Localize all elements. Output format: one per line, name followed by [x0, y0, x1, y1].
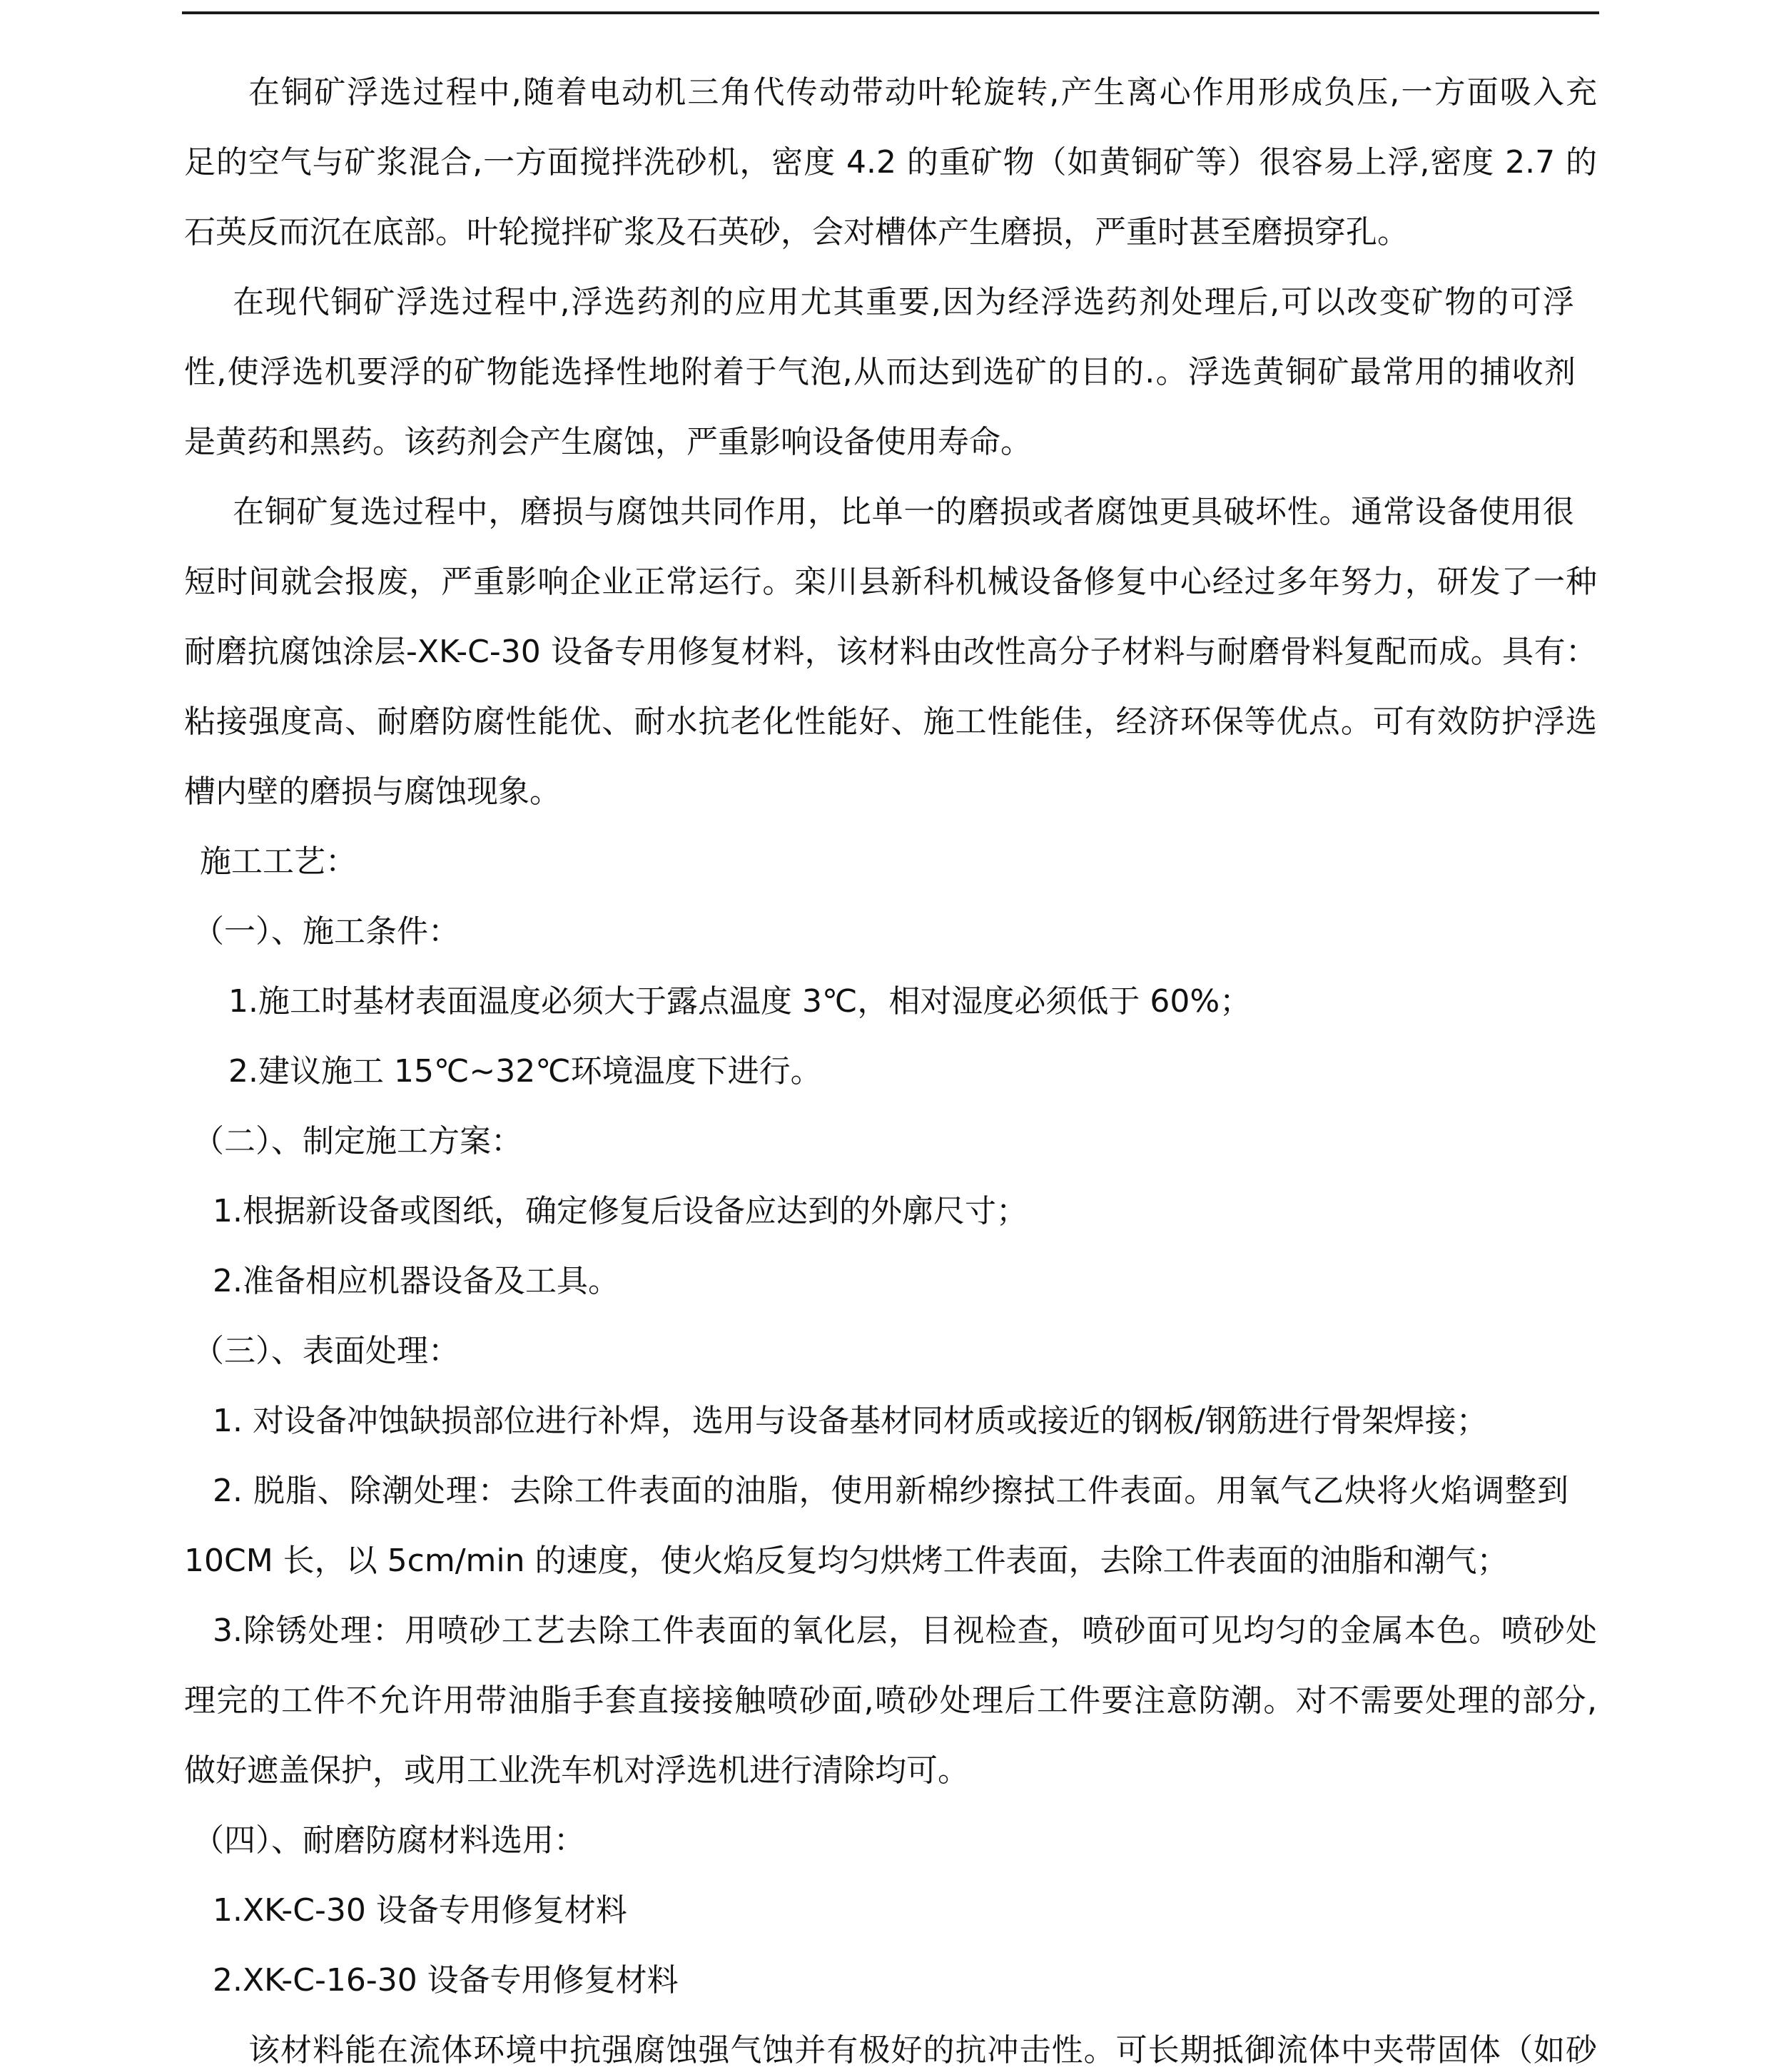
- list-item: 3.除锈处理：用喷砂工艺去除工件表面的氧化层，目视检查，喷砂面可见均匀的金属本色。喷砂处: [213, 1613, 1597, 1649]
- paragraph-line: 槽内壁的磨损与腐蚀现象。: [184, 773, 561, 810]
- paragraph-line: 足的空气与矿浆混合,一方面搅拌洗砂机，密度 4.2 的重矿物（如黄铜矿等）很容易上浮,密度 2.7 的: [184, 144, 1597, 181]
- paragraph-line: 短时间就会报废，严重影响企业正常运行。栾川县新科机械设备修复中心经过多年努力，研发了一种: [184, 564, 1597, 600]
- list-item: 做好遮盖保护，或用工业洗车机对浮选机进行清除均可。: [184, 1752, 969, 1789]
- section-title: （四）、耐磨防腐材料选用：: [193, 1822, 585, 1859]
- list-item: 理完的工件不允许用带油脂手套直接接触喷砂面,喷砂处理后工件要注意防潮。对不需要处理的部分,: [184, 1682, 1597, 1719]
- paragraph-line: 性,使浮选机要浮的矿物能选择性地附着于气泡,从而达到选矿的目的.。浮选黄铜矿最常用的捕收剂: [184, 354, 1576, 390]
- header-rule: [182, 11, 1599, 14]
- paragraph-line: 在铜矿复选过程中，磨损与腐蚀共同作用，比单一的磨损或者腐蚀更具破坏性。通常设备使用很: [233, 494, 1574, 530]
- list-item: 2.建议施工 15℃~32℃环境温度下进行。: [228, 1053, 822, 1090]
- paragraph-line: 石英反而沉在底部。叶轮搅拌矿浆及石英砂，会对槽体产生磨损，严重时甚至磨损穿孔。: [184, 214, 1409, 250]
- list-item: 1.根据新设备或图纸，确定修复后设备应达到的外廓尺寸；: [213, 1193, 1028, 1229]
- list-item: 2.XK-C-16-30 设备专用修复材料: [213, 1962, 679, 1999]
- paragraph-line: 粘接强度高、耐磨防腐性能优、耐水抗老化性能好、施工性能佳，经济环保等优点。可有效防护浮选: [184, 704, 1597, 740]
- list-item: 1.施工时基材表面温度必须大于露点温度 3℃，相对湿度必须低于 60%；: [228, 983, 1252, 1020]
- list-item: 1. 对设备冲蚀缺损部位进行补焊，选用与设备基材同材质或接近的钢板/钢筋进行骨架焊接；: [213, 1403, 1488, 1439]
- paragraph-line: 在现代铜矿浮选过程中,浮选药剂的应用尤其重要,因为经浮选药剂处理后,可以改变矿物的可浮: [233, 284, 1574, 320]
- list-item: 1.XK-C-30 设备专用修复材料: [213, 1892, 627, 1929]
- section-title: （二）、制定施工方案：: [193, 1123, 522, 1159]
- list-item: 10CM 长，以 5cm/min 的速度，使火焰反复均匀烘烤工件表面，去除工件表面的油脂和潮气；: [184, 1543, 1509, 1579]
- list-item: 2.准备相应机器设备及工具。: [213, 1263, 619, 1299]
- section-title: （三）、表面处理：: [193, 1333, 460, 1369]
- paragraph-line: 在铜矿浮选过程中,随着电动机三角代传动带动叶轮旋转,产生离心作用形成负压,一方面吸入充: [248, 74, 1597, 111]
- paragraph-line: 是黄药和黑药。该药剂会产生腐蚀，严重影响设备使用寿命。: [184, 424, 1032, 460]
- section-heading: 施工工艺：: [200, 843, 357, 880]
- paragraph-line: 耐磨抗腐蚀涂层-XK-C-30 设备专用修复材料，该材料由改性高分子材料与耐磨骨料复配而成。具有：: [184, 634, 1597, 670]
- paragraph-line: 该材料能在流体环境中抗强腐蚀强气蚀并有极好的抗冲击性。可长期抵御流体中夹带固体（如砂: [248, 2032, 1597, 2068]
- list-item: 2. 脱脂、除潮处理：去除工件表面的油脂，使用新棉纱擦拭工件表面。用氧气乙炔将火焰调整到: [213, 1473, 1568, 1509]
- section-title: （一）、施工条件：: [193, 913, 460, 950]
